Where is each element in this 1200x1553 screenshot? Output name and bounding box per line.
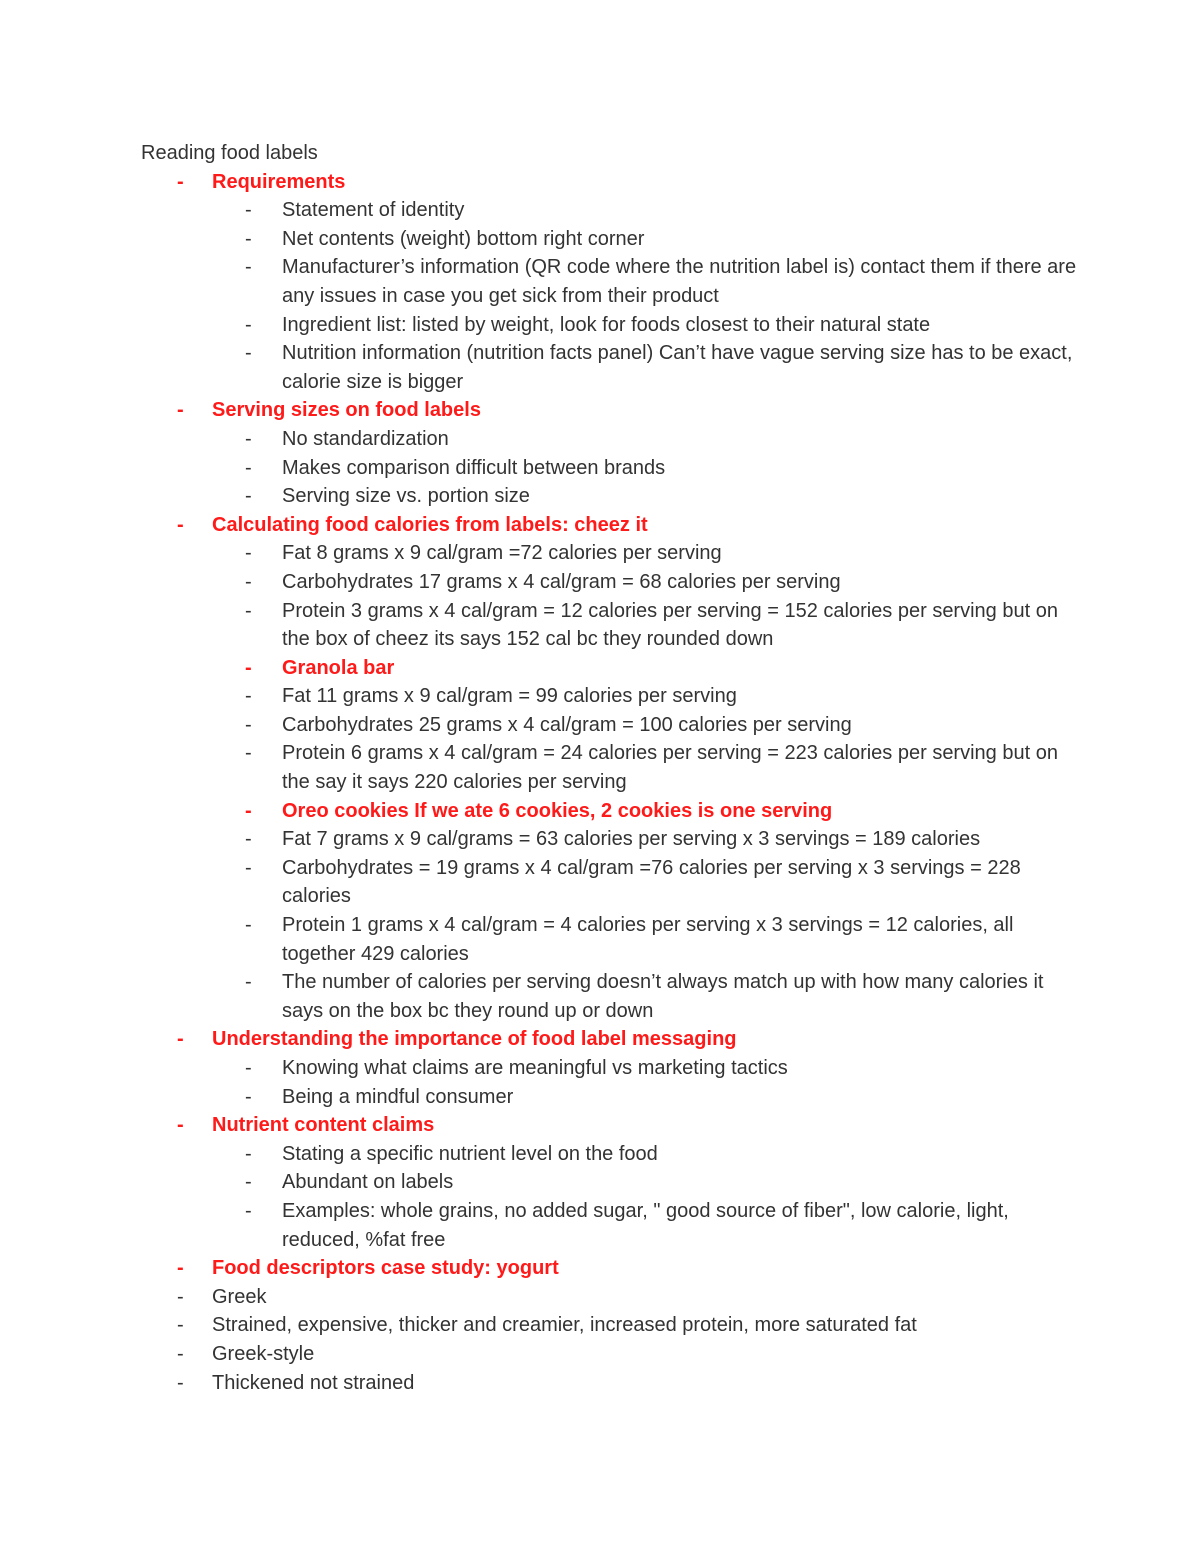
bullet-dash: - xyxy=(245,828,252,851)
list-item-text: Makes comparison difficult between brands xyxy=(282,456,666,479)
list-item-text: Carbohydrates = 19 grams x 4 cal/gram =76 calories per serving x 3 servings = 228 calories xyxy=(282,856,1021,908)
bullet-dash: - xyxy=(245,685,252,708)
section-heading-label-messaging xyxy=(141,1025,1081,1054)
list-item xyxy=(141,568,1081,597)
bullet-dash: - xyxy=(245,799,252,822)
list-item xyxy=(141,1083,1081,1112)
bullet-dash: - xyxy=(245,485,252,508)
list-item-text: Greek xyxy=(212,1285,267,1308)
list-item xyxy=(141,1283,1081,1312)
bullet-dash: - xyxy=(245,227,252,250)
section-heading-yogurt-case-study xyxy=(141,1254,1081,1283)
sub-heading-text: Oreo cookies If we ate 6 cookies, 2 cookies is one serving xyxy=(282,799,833,822)
list-item-text: Nutrition information (nutrition facts panel) Can’t have vague serving size has to be exact, calorie size is bigger xyxy=(282,342,1073,393)
list-item xyxy=(141,339,1081,396)
bullet-dash: - xyxy=(245,542,252,565)
list-item-text: Fat 8 grams x 9 cal/gram =72 calories per serving xyxy=(282,542,722,565)
list-item-text: Being a mindful consumer xyxy=(282,1085,514,1108)
list-item xyxy=(141,225,1081,254)
bullet-dash: - xyxy=(177,1028,184,1051)
bullet-dash: - xyxy=(245,856,252,879)
list-item-text: Stating a specific nutrient level on the food xyxy=(282,1142,658,1165)
bullet-dash: - xyxy=(245,1085,252,1108)
bullet-dash: - xyxy=(245,199,252,222)
bullet-dash: - xyxy=(245,599,252,622)
bullet-dash: - xyxy=(245,456,252,479)
page-title: Reading food labels xyxy=(141,142,318,164)
sub-heading-granola-bar xyxy=(141,654,1081,683)
list-item-text: Serving size vs. portion size xyxy=(282,485,530,508)
sub-heading-text: Granola bar xyxy=(282,656,395,679)
bullet-dash: - xyxy=(245,427,252,450)
list-item xyxy=(141,739,1081,796)
list-item xyxy=(141,1311,1081,1340)
document-body xyxy=(141,139,1081,1397)
list-item xyxy=(141,1369,1081,1398)
section-heading-requirements xyxy=(141,168,1081,197)
list-item-text: The number of calories per serving doesn’t always match up with how many calories it says on the box bc they round up or down xyxy=(282,971,1044,1022)
list-item xyxy=(141,1054,1081,1083)
list-item-text: Strained, expensive, thicker and creamier, increased protein, more saturated fat xyxy=(212,1314,917,1337)
section-heading-calculating-calories xyxy=(141,511,1081,540)
list-item-text: Manufacturer’s information (QR code where the nutrition label is) contact them if there are any issues in case you get sick from their product xyxy=(282,256,1077,307)
bullet-dash: - xyxy=(177,513,184,536)
bullet-dash: - xyxy=(177,1257,184,1280)
bullet-dash: - xyxy=(245,713,252,736)
section-heading-text: Understanding the importance of food label messaging xyxy=(212,1028,737,1051)
section-heading-serving-sizes xyxy=(141,396,1081,425)
bullet-dash: - xyxy=(245,570,252,593)
bullet-dash: - xyxy=(245,1142,252,1165)
bullet-dash: - xyxy=(245,742,252,765)
section-heading-text: Serving sizes on food labels xyxy=(212,399,481,422)
list-item xyxy=(141,1197,1081,1254)
list-item xyxy=(141,425,1081,454)
bullet-dash: - xyxy=(245,656,252,679)
list-item xyxy=(141,711,1081,740)
list-item-text: Fat 11 grams x 9 cal/gram = 99 calories per serving xyxy=(282,685,737,708)
list-item-text: Examples: whole grains, no added sugar, " good source of fiber", low calorie, light, reduced, %fat free xyxy=(282,1199,1009,1251)
section-heading-text: Calculating food calories from labels: cheez it xyxy=(212,513,648,536)
list-item xyxy=(141,968,1081,1025)
bullet-dash: - xyxy=(245,914,252,937)
sub-heading-oreo-cookies xyxy=(141,797,1081,826)
bullet-dash: - xyxy=(177,170,184,193)
list-item-text: Protein 3 grams x 4 cal/gram = 12 calories per serving = 152 calories per serving but on the box of cheez its says 152 cal bc they rounded down xyxy=(282,599,1058,651)
list-item-text: Carbohydrates 25 grams x 4 cal/gram = 100 calories per serving xyxy=(282,713,852,736)
list-item xyxy=(141,1168,1081,1197)
bullet-dash: - xyxy=(177,1114,184,1137)
list-item xyxy=(141,682,1081,711)
list-item-text: Net contents (weight) bottom right corner xyxy=(282,227,645,250)
list-item-text: Carbohydrates 17 grams x 4 cal/gram = 68 calories per serving xyxy=(282,570,841,593)
list-item xyxy=(141,1140,1081,1169)
list-item-text: Fat 7 grams x 9 cal/grams = 63 calories per serving x 3 servings = 189 calories xyxy=(282,828,981,851)
section-heading-text: Food descriptors case study: yogurt xyxy=(212,1257,559,1280)
bullet-dash: - xyxy=(177,1371,184,1394)
list-item-text: Protein 6 grams x 4 cal/gram = 24 calories per serving = 223 calories per serving but on the say it says 220 calories per serving xyxy=(282,742,1058,794)
list-item-text: Protein 1 grams x 4 cal/gram = 4 calories per serving x 3 servings = 12 calories, all together 429 calories xyxy=(282,914,1014,965)
list-item xyxy=(141,196,1081,225)
list-item-text: Ingredient list: listed by weight, look for foods closest to their natural state xyxy=(282,313,931,336)
bullet-dash: - xyxy=(245,342,252,365)
list-item xyxy=(141,911,1081,968)
bullet-dash: - xyxy=(177,399,184,422)
bullet-dash: - xyxy=(245,1057,252,1079)
bullet-dash: - xyxy=(245,1199,252,1222)
bullet-dash: - xyxy=(245,313,252,336)
list-item xyxy=(141,1340,1081,1369)
list-item-text: Statement of identity xyxy=(282,199,465,222)
bullet-dash: - xyxy=(245,1171,252,1194)
list-item xyxy=(141,825,1081,854)
list-item-text: No standardization xyxy=(282,427,449,450)
list-item xyxy=(141,311,1081,340)
section-heading-nutrient-claims xyxy=(141,1111,1081,1140)
list-item-text: Greek-style xyxy=(212,1342,315,1365)
bullet-dash: - xyxy=(177,1314,184,1337)
bullet-dash: - xyxy=(177,1285,184,1308)
list-item-text: Thickened not strained xyxy=(212,1371,415,1394)
bullet-dash: - xyxy=(245,971,252,994)
section-heading-text: Requirements xyxy=(212,170,346,193)
list-item xyxy=(141,482,1081,511)
list-item-text: Abundant on labels xyxy=(282,1171,454,1194)
bullet-dash: - xyxy=(177,1342,184,1365)
section-heading-text: Nutrient content claims xyxy=(212,1114,435,1137)
list-item xyxy=(141,597,1081,654)
list-item xyxy=(141,253,1081,310)
list-item xyxy=(141,539,1081,568)
list-item xyxy=(141,854,1081,911)
list-item xyxy=(141,454,1081,483)
list-item-text: Knowing what claims are meaningful vs marketing tactics xyxy=(282,1057,788,1079)
bullet-dash: - xyxy=(245,256,252,279)
